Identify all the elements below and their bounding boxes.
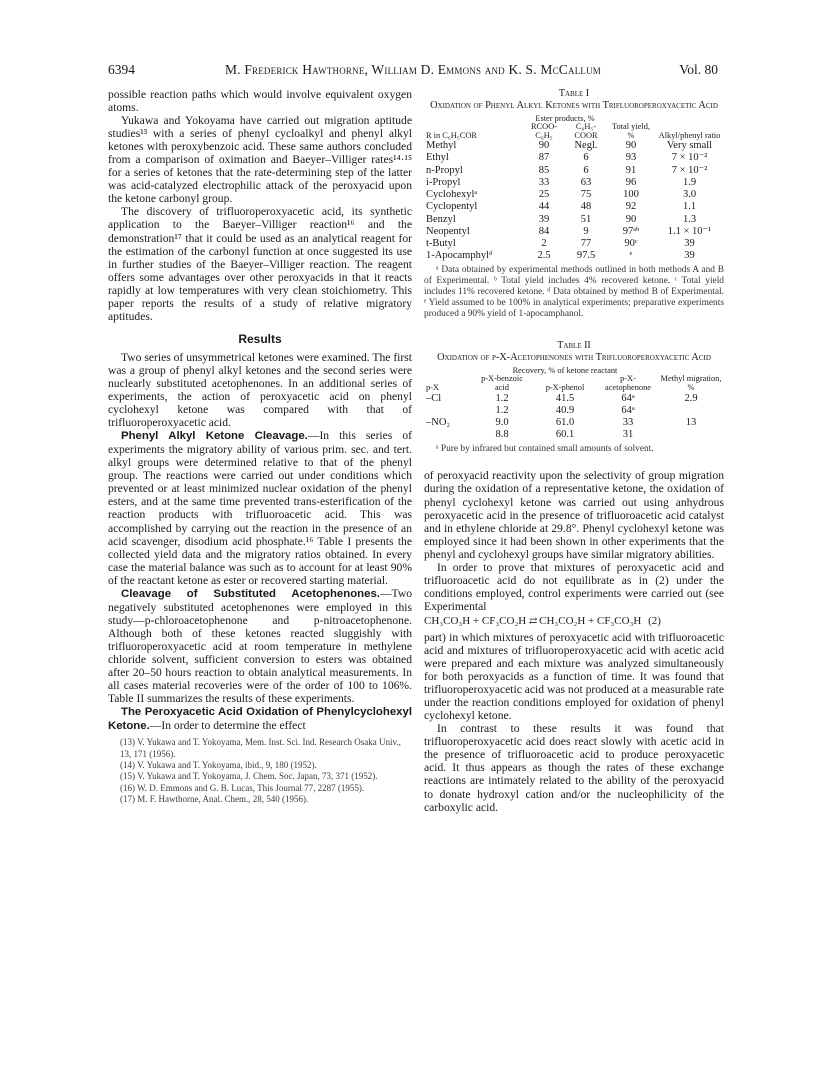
table-1-cell: 1.1	[682, 201, 697, 213]
table-1-cell: Ethyl	[426, 152, 449, 164]
table-1-body	[424, 140, 724, 262]
paragraph-contrast: In contrast to these results it was found that trifluoroperoxyacetic acid does react slowly with acetic acid in the presence of trifluoroacetic acid to produce peroxyacetic acid. It thus appears as though the rates of these exchange reactions are intimately related to the ability of the peroxyacid to donate hydroxyl cation and/or the nucleophilicity of the carboxylic acid.	[424, 722, 724, 814]
volume-label: Vol. 80	[679, 62, 718, 77]
table-1-cell: 1-Apocamphylᵈ	[426, 250, 493, 262]
table-1-row	[424, 214, 724, 226]
table-1-cell: 6	[583, 152, 589, 164]
table-1-cell: 90	[625, 140, 637, 152]
table-1-cell: 85	[538, 164, 550, 176]
table-1-cell: 39	[538, 213, 550, 225]
table-2-cell: –Cl	[426, 392, 442, 404]
table-2-header: Methyl migration, %	[660, 374, 722, 392]
table-2-cell: 31	[622, 429, 634, 441]
table-1-cell: Cyclopentyl	[426, 201, 478, 213]
table-2-grid	[424, 367, 724, 442]
table-1-cell: ᵉ	[629, 250, 633, 262]
table-2-cell: 1.2	[495, 404, 509, 416]
table-1-cell: 39	[684, 237, 695, 249]
table-2-group-header: Recovery, % of ketone reactant	[512, 365, 618, 375]
footnote: (15) V. Yukawa and T. Yokoyama, J. Chem. Soc. Japan, 73, 371 (1952).	[120, 771, 378, 782]
table-1-cell: 7 × 10⁻²	[671, 152, 708, 164]
table-1-cell: 91	[625, 164, 637, 176]
table-1-cell: 33	[538, 176, 550, 188]
table-1-cell: 90	[625, 213, 637, 225]
table-2-cell: 2.9	[684, 392, 698, 404]
table-1-cell: 84	[538, 225, 550, 237]
table-1-cell: Benzyl	[426, 213, 456, 225]
table-1-row	[424, 140, 724, 152]
table-1-cell: 25	[538, 189, 550, 201]
runin-heading-phenyl-alkyl: Phenyl Alkyl Ketone Cleavage.	[121, 430, 308, 443]
running-authors: M. Frederick Hawthorne, William D. Emmons and K. S. McCallum	[224, 62, 602, 77]
table-1-cell: 7 × 10⁻²	[671, 164, 708, 176]
table-1-cell: 1.9	[682, 176, 697, 188]
table-2-cell: 64ᵃ	[621, 392, 635, 404]
table-1-cell: 97ᵃᵇ	[622, 225, 640, 237]
paragraph-results: Two series of unsymmetrical ketones were examined. The first was a group of phenyl alkyl ketones and the second series were nuclearly substituted acetophenones. In an additional series of experiments, the action of peroxyacetic acid on phenyl cyclohexyl ketone was compared with that of trifluoroperoxyacetic acid.	[108, 350, 412, 430]
table-2-cell: 13	[685, 417, 697, 428]
paragraph-cleavage-text: —Two negatively substituted acetophenones were employed in this study—p-chloroacetophenone and p-nitroacetophenone. Although both of these ketones reacted sluggishly with trifluoroperoxyacetic acid at room temperature in methylene chloride solvent, sufficient conversion to esters was obtained after 20–50 hours reaction to obtain analytical measurements. In all cases material recoveries were of the order of 100 to 106%. Table II summarizes the results of these experiments.	[108, 586, 412, 706]
runin-heading-cleavage: Cleavage of Substituted Acetophenones.	[121, 587, 380, 600]
table-1-cell: 77	[580, 237, 592, 249]
table-1-cell: Neopentyl	[426, 225, 470, 237]
table-2-cell: 33	[622, 417, 634, 428]
paragraph-selectivity: of peroxyacid reactivity upon the selectivity of group migration during the oxidation of a representative ketone, the oxidation of phenyl cyclohexyl ketone was carried out using anhydrous peroxyacetic acid in the presence of trifluoroacetic acid catalyst and in ethylene chloride at 29.8°. Phenyl cyclohexyl ketone was employed since it had been shown in other experiments that the phenyl and cyclohexyl groups have similar migratory abilities.	[424, 469, 724, 561]
table-1-row	[424, 177, 724, 189]
table-1-cell: 63	[580, 176, 592, 188]
table-1-cell: 48	[580, 201, 592, 213]
table-1-cell: 39	[684, 250, 695, 262]
table-1-row	[424, 226, 724, 238]
right-column	[424, 88, 724, 814]
equilibrium-arrow: ⇄	[528, 615, 537, 627]
table-1-group-header: Ester products, %	[535, 113, 595, 123]
table-2-row	[424, 393, 724, 405]
table-2-cell	[658, 405, 724, 417]
runin-heading-peroxy: The Peroxyacetic Acid Oxidation of Phenylcyclohexyl Ketone.	[108, 706, 412, 733]
table-1-row	[424, 165, 724, 177]
footnote: (14) V. Yukawa and T. Yokoyama, ibid., 9, 180 (1952).	[120, 760, 317, 771]
table-1-cell: t-Butyl	[426, 237, 456, 249]
paragraph-peroxy-text: —In order to determine the effect	[149, 719, 306, 733]
table-1-cell: 1.3	[682, 213, 697, 225]
table-1-cell: Cyclohexylᵃ	[426, 189, 478, 201]
table-1-cell: 44	[538, 201, 550, 213]
paragraph-peroxy	[108, 705, 412, 733]
table-2-header: p-X-phenol	[545, 383, 585, 392]
table-1-cell: i-Propyl	[426, 176, 461, 188]
table-1-cell: Very small	[666, 140, 713, 152]
section-heading-results: Results	[238, 331, 282, 346]
table-1-title: Oxidation of Phenyl Alkyl Ketones with Trifluoroperoxyacetic Acid	[430, 100, 718, 111]
footnotes	[108, 737, 412, 805]
paragraph-discovery: The discovery of trifluoroperoxyacetic acid, its synthetic application to the Baeyer–Villiger reaction¹⁶ and the demonstration¹⁷ that it could be used as an analytical reagent for the estimation of the carbonyl function at once suggested its use in further studies of the Baeyer–Villiger reaction. The reagent offers some advantages over other peroxyacids in that it reacts rapidly at low temperatures with very clean stoichiometry. This paper reports the results of a study of relative migratory aptitudes.	[108, 205, 412, 323]
table-2-cell: 9.0	[495, 417, 509, 428]
table-1-cell: 87	[538, 152, 550, 164]
table-2-cell: 41.5	[555, 392, 575, 404]
table-2-cell: 61.0	[555, 417, 575, 428]
table-1-notes: ᵃ Data obtained by experimental methods outlined in both methods A and B of Experimental. ᵇ Total yield includes 4% recovered ketone. ᶜ Total yield includes 11% recovered ketone. ᵈ Data obtained by method B of Experimental. ᵉ Yield assumed to be 100% in analytical experiments; preparative experiments produced a 90% yield of 1-apocamphanol.	[424, 265, 724, 320]
table-2-cell	[424, 429, 472, 441]
table-1-cell: 75	[580, 189, 592, 201]
table-1-cell: 90	[538, 140, 550, 152]
table-1-cell: Negl.	[574, 140, 598, 152]
table-1-cell: n-Propyl	[426, 164, 463, 176]
table-2-caption: Table II	[557, 340, 591, 352]
equation-right: CH₃CO₂H + CF₃CO₃H	[539, 614, 642, 627]
table-2-row	[424, 405, 724, 417]
table-1-row	[424, 201, 724, 213]
table-2-notes: ᵃ Pure by infrared but contained small amounts of solvent.	[436, 444, 654, 455]
table-2-header: p-X-acetophenone	[604, 374, 652, 392]
right-text	[424, 469, 724, 813]
table-1	[424, 88, 724, 320]
table-2-header: p-X-benzoic acid	[481, 374, 523, 392]
table-1-cell: 97.5	[576, 250, 596, 262]
table-1-header: C₆H₅-COOR	[574, 122, 598, 140]
equation-number: (2)	[648, 614, 661, 627]
table-2-row	[424, 417, 724, 429]
footnote: (16) W. D. Emmons and G. B. Lucas, This Journal 77, 2287 (1955).	[120, 782, 365, 793]
equation-left: CH₃CO₃H + CF₃CO₂H	[424, 614, 527, 627]
table-1-cell: Methyl	[426, 140, 457, 152]
table-2-cell	[424, 405, 472, 417]
table-1-cell: 2.5	[537, 250, 551, 262]
table-2-cell: 60.1	[555, 429, 575, 441]
table-2-cell: 40.9	[555, 404, 575, 416]
table-1-header: RCOO-C₆H₅	[530, 122, 558, 140]
footnote: (17) M. F. Hawthorne, Anal. Chem., 28, 540 (1956).	[120, 794, 309, 805]
table-1-cell: 9	[583, 225, 589, 237]
table-1-cell: 93	[625, 152, 637, 164]
table-1-cell: 100	[623, 189, 639, 201]
table-2-cell: 8.8	[495, 429, 509, 441]
table-2-cell: 1.2	[495, 392, 509, 404]
table-1-row	[424, 189, 724, 201]
table-1-cell: 1.1 × 10⁻¹	[667, 225, 712, 237]
table-1-header: Alkyl/phenyl ratio	[658, 130, 721, 140]
table-2-header: p-X	[426, 383, 440, 392]
table-1-row	[424, 238, 724, 250]
paragraph-cleavage	[108, 587, 412, 705]
table-1-cell: 90ᶜ	[624, 237, 638, 249]
paragraph-part: part) in which mixtures of peroxyacetic acid with trifluoroacetic acid and mixtures of trifluoroperoxyacetic acid with acetic acid were prepared and each mixture was analyzed simultaneously for both peroxyacids as a function of time. It was found that trifluoroperoxyacetic acid was not produced at a measurable rate under the reaction conditions employed for oxidation of phenyl cyclohexyl ketone.	[424, 630, 725, 723]
table-2-cell: 64ᵃ	[621, 404, 635, 416]
paragraph-equilibrate: In order to prove that mixtures of peroxyacetic acid and trifluoroacetic acid do not equilibrate as in (2) under the conditions employed, control experiments were carried out (see Experimental	[424, 560, 724, 613]
table-2-title: Oxidation of p-X-Acetophenones with Trifluoroperoxyacetic Acid	[437, 352, 711, 364]
paragraph-continued: possible reaction paths which would involve equivalent oxygen atoms.	[108, 88, 412, 115]
table-1-grid	[424, 115, 724, 263]
table-1-cell: 92	[625, 201, 637, 213]
table-1-header: Total yield, %	[611, 122, 651, 140]
paragraph-yukawa: Yukawa and Yokoyama have carried out migration aptitude studies¹³ with a series of phenyl cycloalkyl and phenyl alkyl ketones with peroxybenzoic acid. These same authors concluded from a comparison of oximation and Baeyer–Villiger rates¹⁴·¹⁵ for a series of ketones that the rate-determining step of the latter was acid-catalyzed electrophilic attack of the peroxyacid upon the ketone carbonyl group.	[108, 114, 412, 206]
table-2-cell	[658, 429, 724, 441]
table-1-header: R in C₆H₅COR	[426, 130, 477, 140]
table-1-row	[424, 250, 724, 262]
table-1-caption: Table I	[558, 88, 590, 99]
table-2-body	[424, 393, 724, 442]
table-2	[424, 340, 724, 455]
table-1-cell: 96	[625, 176, 637, 188]
table-1-cell: 6	[583, 164, 589, 176]
table-1-cell: 51	[580, 213, 592, 225]
paragraph-phenyl-alkyl	[108, 429, 412, 587]
paragraph-phenyl-alkyl-text: —In this series of experiments the migratory ability of various prim. sec. and tert. alkyl groups were determined relative to that of the phenyl group. The reactions were carried out under conditions which prevented or at least minimized nuclear oxidation of the phenyl esters, and at the same time prevented trans-esterification of the reaction products with trifluoroacetic acid. This was accomplished by carrying out the reaction in the presence of an acid scavenger, disodium acid phosphate.¹⁶ Table I presents the collected yield data and the migratory ratios obtained. In every case the material balance was such as to account for at least 90% of the reactant ketone as ester or recovered starting material.	[108, 429, 412, 587]
table-1-cell: 3.0	[682, 189, 697, 201]
table-2-cell: –NO₂	[426, 417, 451, 428]
footnote: (13) V. Yukawa and T. Yokoyama, Mem. Inst. Sci. Ind. Research Osaka Univ., 13, 171 (1956).	[120, 737, 401, 759]
left-column	[108, 88, 412, 806]
table-1-cell: 2	[541, 237, 547, 249]
table-2-row	[424, 429, 724, 441]
equation-2	[424, 615, 724, 628]
page-number: 6394	[108, 62, 135, 77]
table-1-row	[424, 152, 724, 164]
